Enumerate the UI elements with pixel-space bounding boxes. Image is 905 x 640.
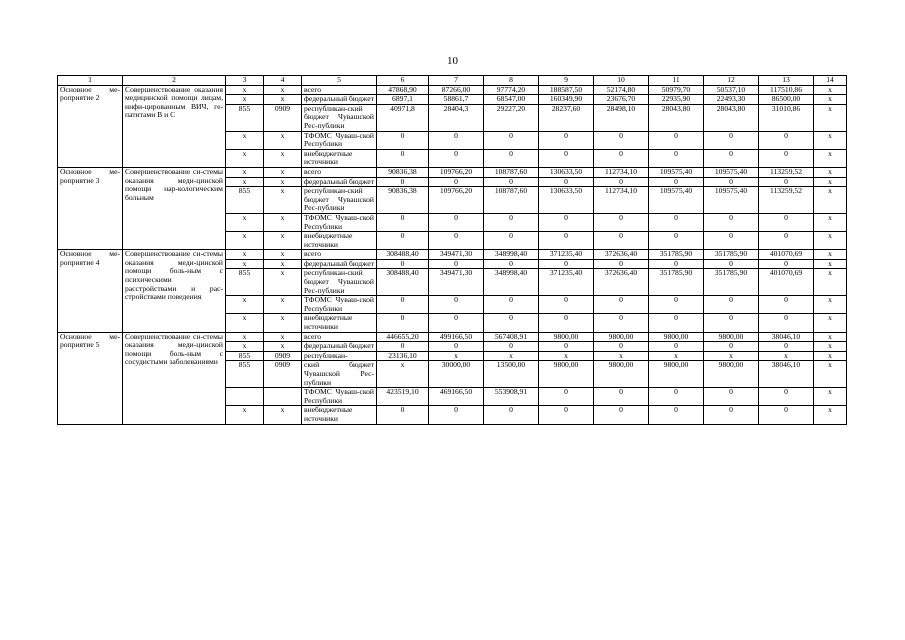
cell-col14: х xyxy=(814,213,847,231)
cell-col3: х xyxy=(226,167,264,177)
value-col10: 0 xyxy=(594,232,649,250)
value-col9: 0 xyxy=(539,342,594,352)
value-col7: 0 xyxy=(429,406,484,424)
funding-source: ТФОМС Чуваш-ской Республики xyxy=(302,213,377,231)
value-col13: 401070,69 xyxy=(759,269,814,296)
value-col13: х xyxy=(759,351,814,361)
funding-source: всего xyxy=(302,250,377,260)
table-row xyxy=(58,250,847,260)
cell-col3: х xyxy=(226,85,264,95)
value-col11: 109575,40 xyxy=(649,167,704,177)
column-number-11: 11 xyxy=(649,76,704,86)
value-col10: 372636,40 xyxy=(594,250,649,260)
value-col8: 13500,00 xyxy=(484,361,539,388)
cell-col3: х xyxy=(226,213,264,231)
value-col6: 90836,38 xyxy=(377,167,429,177)
value-col6: 308488,40 xyxy=(377,269,429,296)
value-col7: 499166,50 xyxy=(429,332,484,342)
value-col8: 0 xyxy=(484,314,539,332)
value-col6: 0 xyxy=(377,314,429,332)
value-col10: 0 xyxy=(594,314,649,332)
value-col13: 0 xyxy=(759,406,814,424)
cell-col14: х xyxy=(814,388,847,406)
value-col9: х xyxy=(539,351,594,361)
value-col12: 351785,90 xyxy=(704,250,759,260)
value-col11: х xyxy=(649,351,704,361)
funding-source: федеральный бюджет xyxy=(302,177,377,187)
value-col9: 0 xyxy=(539,314,594,332)
value-col12: 0 xyxy=(704,131,759,149)
value-col8: 0 xyxy=(484,131,539,149)
value-col6: 446655,20 xyxy=(377,332,429,342)
value-col6: 0 xyxy=(377,259,429,269)
cell-col3: х xyxy=(226,406,264,424)
value-col9: 0 xyxy=(539,213,594,231)
value-col13: 0 xyxy=(759,259,814,269)
cell-col3: 855 xyxy=(226,351,264,361)
cell-col14: х xyxy=(814,250,847,260)
value-col8: 0 xyxy=(484,406,539,424)
funding-source: республикан-ский бюджет Чувашской Рес-публики xyxy=(302,269,377,296)
value-col10: 0 xyxy=(594,259,649,269)
funding-source: внебюджетные источники xyxy=(302,406,377,424)
cell-col14: х xyxy=(814,296,847,314)
value-col7: 0 xyxy=(429,342,484,352)
funding-source: федеральный бюджет xyxy=(302,95,377,105)
funding-source: всего xyxy=(302,332,377,342)
value-col13: 31010,86 xyxy=(759,104,814,131)
funding-source: республикан-ский бюджет Чувашской Рес-публики xyxy=(302,104,377,131)
cell-col14: х xyxy=(814,361,847,388)
value-col6: 0 xyxy=(377,213,429,231)
value-col7: 0 xyxy=(429,213,484,231)
value-col10: 0 xyxy=(594,342,649,352)
value-col8: х xyxy=(484,351,539,361)
funding-source: внебюджетные источники xyxy=(302,232,377,250)
funding-source: ТФОМС Чуваш-ской Республики xyxy=(302,131,377,149)
value-col11: 28043,80 xyxy=(649,104,704,131)
cell-col3: 855 xyxy=(226,104,264,131)
value-col10: х xyxy=(594,351,649,361)
value-col8: 348998,40 xyxy=(484,250,539,260)
value-col7: 0 xyxy=(429,296,484,314)
value-col12: 0 xyxy=(704,406,759,424)
value-col8: 0 xyxy=(484,342,539,352)
cell-col3: х xyxy=(226,332,264,342)
value-col12: 28043,80 xyxy=(704,104,759,131)
value-col6: 308488,40 xyxy=(377,250,429,260)
value-col12: 0 xyxy=(704,177,759,187)
cell-col4 xyxy=(264,388,302,406)
cell-col4: х xyxy=(264,149,302,167)
cell-col3: х xyxy=(226,342,264,352)
cell-col4: х xyxy=(264,95,302,105)
value-col12: х xyxy=(704,351,759,361)
measure-name: Основное ме-роприятие 4 xyxy=(58,250,123,332)
cell-col14: х xyxy=(814,95,847,105)
value-col11: 0 xyxy=(649,232,704,250)
value-col8: 0 xyxy=(484,177,539,187)
cell-col3: х xyxy=(226,314,264,332)
value-col11: 109575,40 xyxy=(649,187,704,214)
value-col13: 0 xyxy=(759,232,814,250)
cell-col3: х xyxy=(226,250,264,260)
value-col13: 0 xyxy=(759,314,814,332)
value-col7: 109766,20 xyxy=(429,187,484,214)
value-col6: 40971,8 xyxy=(377,104,429,131)
value-col9: 130633,50 xyxy=(539,187,594,214)
cell-col4: х xyxy=(264,187,302,214)
value-col6: 0 xyxy=(377,296,429,314)
value-col11: 0 xyxy=(649,342,704,352)
value-col13: 0 xyxy=(759,342,814,352)
value-col11: 50979,70 xyxy=(649,85,704,95)
cell-col4: х xyxy=(264,259,302,269)
value-col11: 0 xyxy=(649,131,704,149)
value-col13: 0 xyxy=(759,213,814,231)
value-col10: 0 xyxy=(594,296,649,314)
value-col12: 50537,10 xyxy=(704,85,759,95)
value-col9: 9800,00 xyxy=(539,332,594,342)
value-col10: 0 xyxy=(594,177,649,187)
page-number: 10 xyxy=(447,55,458,67)
value-col12: 9800,00 xyxy=(704,361,759,388)
measure-name: Основное ме-роприятие 3 xyxy=(58,167,123,249)
value-col11: 9800,00 xyxy=(649,361,704,388)
value-col8: 29227,20 xyxy=(484,104,539,131)
cell-col14: х xyxy=(814,177,847,187)
column-number-12: 12 xyxy=(704,76,759,86)
value-col6: 0 xyxy=(377,342,429,352)
value-col6: 6897,1 xyxy=(377,95,429,105)
cell-col14: х xyxy=(814,167,847,177)
cell-col3: х xyxy=(226,232,264,250)
value-col6: 0 xyxy=(377,232,429,250)
value-col10: 0 xyxy=(594,131,649,149)
value-col10: 0 xyxy=(594,406,649,424)
column-number-13: 13 xyxy=(759,76,814,86)
cell-col4: х xyxy=(264,167,302,177)
funding-source: федеральный бюджет xyxy=(302,259,377,269)
column-number-7: 7 xyxy=(429,76,484,86)
value-col13: 113259,52 xyxy=(759,187,814,214)
value-col10: 112734,10 xyxy=(594,187,649,214)
cell-col3: х xyxy=(226,149,264,167)
value-col10: 0 xyxy=(594,388,649,406)
cell-col14: х xyxy=(814,149,847,167)
value-col13: 113259,52 xyxy=(759,167,814,177)
cell-col4: х xyxy=(264,250,302,260)
value-col9: 371235,40 xyxy=(539,269,594,296)
value-col13: 38046,10 xyxy=(759,361,814,388)
column-number-3: 3 xyxy=(226,76,264,86)
value-col9: 0 xyxy=(539,232,594,250)
value-col10: 23676,70 xyxy=(594,95,649,105)
cell-col14: х xyxy=(814,314,847,332)
value-col6: 0 xyxy=(377,149,429,167)
value-col7: 28404,3 xyxy=(429,104,484,131)
cell-col4: х xyxy=(264,406,302,424)
value-col9: 0 xyxy=(539,388,594,406)
value-col6: 23136,10 xyxy=(377,351,429,361)
value-col11: 9800,00 xyxy=(649,332,704,342)
column-number-14: 14 xyxy=(814,76,847,86)
table-body xyxy=(58,76,847,425)
value-col12: 109575,40 xyxy=(704,167,759,177)
value-col12: 0 xyxy=(704,213,759,231)
value-col13: 86500,00 xyxy=(759,95,814,105)
cell-col14: х xyxy=(814,406,847,424)
measure-name: Основное ме-роприятие 2 xyxy=(58,85,123,167)
value-col7: 0 xyxy=(429,259,484,269)
value-col12: 0 xyxy=(704,259,759,269)
cell-col4: х xyxy=(264,296,302,314)
cell-col3: х xyxy=(226,95,264,105)
column-number-9: 9 xyxy=(539,76,594,86)
value-col7: 349471,30 xyxy=(429,250,484,260)
value-col11: 0 xyxy=(649,259,704,269)
cell-col3: х xyxy=(226,259,264,269)
cell-col3: 855 xyxy=(226,269,264,296)
value-col7: 469166,50 xyxy=(429,388,484,406)
value-col6: х xyxy=(377,361,429,388)
measure-description: Совершенствование си-стемы оказания меди-цинской помощи боль-ным с сосудистыми заболеваниями xyxy=(123,332,226,424)
program-funding-table xyxy=(57,75,847,425)
value-col6: 90836,38 xyxy=(377,187,429,214)
value-col8: 0 xyxy=(484,232,539,250)
value-col12: 9800,00 xyxy=(704,332,759,342)
value-col11: 351785,90 xyxy=(649,250,704,260)
value-col9: 0 xyxy=(539,177,594,187)
value-col9: 0 xyxy=(539,259,594,269)
value-col9: 371235,40 xyxy=(539,250,594,260)
value-col8: 108787,60 xyxy=(484,167,539,177)
value-col6: 423519,10 xyxy=(377,388,429,406)
column-number-10: 10 xyxy=(594,76,649,86)
value-col9: 9800,00 xyxy=(539,361,594,388)
value-col12: 0 xyxy=(704,342,759,352)
funding-source: всего xyxy=(302,167,377,177)
cell-col14: х xyxy=(814,85,847,95)
value-col7: 0 xyxy=(429,232,484,250)
cell-col4: х xyxy=(264,131,302,149)
value-col13: 0 xyxy=(759,131,814,149)
value-col11: 0 xyxy=(649,177,704,187)
value-col8: 553908,91 xyxy=(484,388,539,406)
cell-col4: 0909 xyxy=(264,104,302,131)
table-row xyxy=(58,332,847,342)
funding-source: внебюджетные источники xyxy=(302,149,377,167)
cell-col14: х xyxy=(814,259,847,269)
cell-col4: х xyxy=(264,85,302,95)
funding-source: республикан-ский бюджет Чувашской Рес-публики xyxy=(302,187,377,214)
value-col13: 0 xyxy=(759,388,814,406)
value-col12: 22493,30 xyxy=(704,95,759,105)
measure-description: Совершенствование си-стемы оказания меди-цинской помощи нар-кологическим больным xyxy=(123,167,226,249)
cell-col3: 855 xyxy=(226,361,264,388)
value-col12: 109575,40 xyxy=(704,187,759,214)
value-col11: 0 xyxy=(649,213,704,231)
table-row xyxy=(58,167,847,177)
value-col11: 0 xyxy=(649,388,704,406)
value-col12: 0 xyxy=(704,388,759,406)
funding-source: республикан- xyxy=(302,351,377,361)
cell-col14: х xyxy=(814,342,847,352)
funding-source: ский бюджет Чувашской Рес-публики xyxy=(302,361,377,388)
value-col6: 0 xyxy=(377,177,429,187)
cell-col3 xyxy=(226,388,264,406)
value-col9: 28237,60 xyxy=(539,104,594,131)
funding-source: ТФОМС Чуваш-ской Республики xyxy=(302,296,377,314)
value-col10: 9800,00 xyxy=(594,332,649,342)
value-col11: 0 xyxy=(649,406,704,424)
value-col11: 0 xyxy=(649,296,704,314)
cell-col14: х xyxy=(814,131,847,149)
funding-source: внебюджетные источники xyxy=(302,314,377,332)
column-numbers-row xyxy=(58,76,847,86)
value-col7: 30000,00 xyxy=(429,361,484,388)
value-col7: 87266,00 xyxy=(429,85,484,95)
measure-description: Совершенствование оказания медицинской помощи лицам, инфи-цированным ВИЧ, ге-патитами В и С xyxy=(123,85,226,167)
measure-name: Основное ме-роприятие 5 xyxy=(58,332,123,424)
value-col8: 97774,20 xyxy=(484,85,539,95)
cell-col14: х xyxy=(814,269,847,296)
value-col8: 348998,40 xyxy=(484,269,539,296)
value-col7: 109766,20 xyxy=(429,167,484,177)
cell-col14: х xyxy=(814,104,847,131)
value-col12: 351785,90 xyxy=(704,269,759,296)
cell-col3: х xyxy=(226,177,264,187)
value-col9: 0 xyxy=(539,296,594,314)
funding-source: всего xyxy=(302,85,377,95)
value-col7: 0 xyxy=(429,314,484,332)
column-number-6: 6 xyxy=(377,76,429,86)
value-col13: 401070,69 xyxy=(759,250,814,260)
value-col8: 108787,60 xyxy=(484,187,539,214)
value-col11: 351785,90 xyxy=(649,269,704,296)
funding-source: федеральный бюджет xyxy=(302,342,377,352)
value-col7: 349471,30 xyxy=(429,269,484,296)
value-col12: 0 xyxy=(704,149,759,167)
value-col10: 0 xyxy=(594,213,649,231)
value-col7: 58861,7 xyxy=(429,95,484,105)
column-number-8: 8 xyxy=(484,76,539,86)
cell-col4: 0909 xyxy=(264,361,302,388)
value-col10: 0 xyxy=(594,149,649,167)
column-number-5: 5 xyxy=(302,76,377,86)
value-col11: 22935,90 xyxy=(649,95,704,105)
value-col13: 0 xyxy=(759,177,814,187)
column-number-4: 4 xyxy=(264,76,302,86)
table-row xyxy=(58,85,847,95)
cell-col4: х xyxy=(264,269,302,296)
value-col11: 0 xyxy=(649,314,704,332)
value-col12: 0 xyxy=(704,296,759,314)
cell-col14: х xyxy=(814,187,847,214)
cell-col14: х xyxy=(814,332,847,342)
cell-col4: х xyxy=(264,177,302,187)
value-col10: 9800,00 xyxy=(594,361,649,388)
value-col8: 0 xyxy=(484,259,539,269)
cell-col14: х xyxy=(814,232,847,250)
value-col8: 567408,91 xyxy=(484,332,539,342)
value-col7: 0 xyxy=(429,177,484,187)
value-col10: 52174,80 xyxy=(594,85,649,95)
value-col9: 0 xyxy=(539,406,594,424)
value-col6: 0 xyxy=(377,406,429,424)
cell-col3: х xyxy=(226,296,264,314)
cell-col4: 0909 xyxy=(264,351,302,361)
value-col6: 0 xyxy=(377,131,429,149)
cell-col14: х xyxy=(814,351,847,361)
value-col9: 130633,50 xyxy=(539,167,594,177)
cell-col3: х xyxy=(226,131,264,149)
value-col13: 0 xyxy=(759,296,814,314)
value-col10: 28498,10 xyxy=(594,104,649,131)
value-col13: 0 xyxy=(759,149,814,167)
value-col11: 0 xyxy=(649,149,704,167)
cell-col4: х xyxy=(264,213,302,231)
value-col9: 160349,90 xyxy=(539,95,594,105)
cell-col4: х xyxy=(264,314,302,332)
value-col9: 0 xyxy=(539,149,594,167)
value-col9: 188587,50 xyxy=(539,85,594,95)
value-col12: 0 xyxy=(704,314,759,332)
funding-source: ТФОМС Чуваш-ской Республики xyxy=(302,388,377,406)
cell-col3: 855 xyxy=(226,187,264,214)
value-col10: 372636,40 xyxy=(594,269,649,296)
value-col13: 38046,10 xyxy=(759,332,814,342)
cell-col4: х xyxy=(264,232,302,250)
value-col7: 0 xyxy=(429,149,484,167)
value-col8: 68547,00 xyxy=(484,95,539,105)
column-number-1: 1 xyxy=(58,76,123,86)
value-col7: 0 xyxy=(429,131,484,149)
column-number-2: 2 xyxy=(123,76,226,86)
value-col10: 112734,10 xyxy=(594,167,649,177)
value-col8: 0 xyxy=(484,149,539,167)
value-col8: 0 xyxy=(484,296,539,314)
measure-description: Совершенствование си-стемы оказания меди-цинской помощи боль-ным с психическими расстройствами и рас-стройствами поведения xyxy=(123,250,226,332)
value-col13: 117510,86 xyxy=(759,85,814,95)
cell-col4: х xyxy=(264,332,302,342)
value-col8: 0 xyxy=(484,213,539,231)
value-col12: 0 xyxy=(704,232,759,250)
value-col6: 47868,90 xyxy=(377,85,429,95)
cell-col4: х xyxy=(264,342,302,352)
value-col9: 0 xyxy=(539,131,594,149)
value-col7: х xyxy=(429,351,484,361)
